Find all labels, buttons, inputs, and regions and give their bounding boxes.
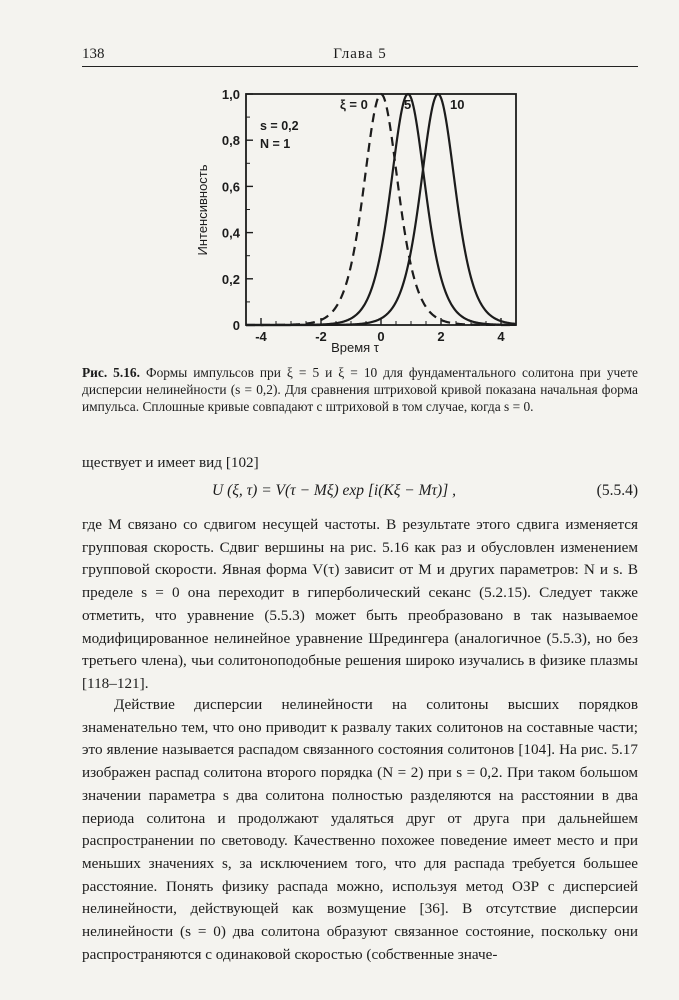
paragraph-2: Действие дисперсии нелинейности на солитоны высших порядков знаменательно тем, что оно приводит к развалу таких солитонов на составные части; это явление называется распадом связанного состояния солитонов [104]. На рис. 5.17 изображен распад солитона второго порядка (N = 2) при s = 0,2. При таком большом значении параметра s два солитона полностью разделяются на расстоянии в два периода солитона и продолжают удаляться друг от друга при дальнейшем распространении по световоду. Качественно похожее поведение имеет место и при меньших значениях s, за исключением того, что для распада требуется большее расстояние. Понять физику распада можно, используя метод ОЗР с дисперсией нелинейности, действующей как возмущение [36]. В отсутствие дисперсии нелинейности (s = 0) два солитона образуют связанное состояние, поскольку они распространяются с одинаковой скоростью (собственные значе- xyxy=(82,696,638,963)
caption-label: Рис. 5.16. xyxy=(82,365,140,380)
y-tick-label: 0,2 xyxy=(221,271,240,287)
line-before-formula: ществует и имеет вид [102] xyxy=(82,454,259,471)
paragraph-1: где M связано со сдвигом несущей частоты. В результате этого сдвига изменяется групповая скорость. Сдвиг вершины на рис. 5.16 как раз и обусловлен изменением групповой скорости. Явная форма V(τ) зависит от M и других параметров: N и s. В пределе s = 0 она переходит в гиперболический секанс (5.2.15). Следует также отметить, что уравнение (5.5.3) может быть преобразовано в так называемое модифицированное нелинейное уравнение Шредингера (аналогичное (5.5.3), но без третьего члена), чьи солитоноподобные решения широко изучались в физике плазмы [118–121]. xyxy=(82,516,638,692)
equation-number: (5.5.4) xyxy=(596,482,638,499)
curve-label-xi0: ξ = 0 xyxy=(340,97,368,112)
x-tick-label: -2 xyxy=(315,329,327,344)
figure-caption xyxy=(82,364,638,415)
x-tick-label: 4 xyxy=(497,329,505,344)
pulse-shape-figure xyxy=(0,0,679,362)
curve-label-10: 10 xyxy=(450,97,465,112)
curve-label-5: 5 xyxy=(404,97,412,112)
equation: U (ξ, τ) = V(τ − Mξ) exp [i(Kξ − Mτ)] , xyxy=(212,482,456,499)
x-tick-label: 2 xyxy=(437,329,445,344)
param-s: s = 0,2 xyxy=(260,119,299,133)
y-tick-label: 0 xyxy=(232,318,240,333)
x-axis-label: Время τ xyxy=(331,340,379,355)
param-n: N = 1 xyxy=(260,137,291,151)
x-tick-label: 0 xyxy=(377,329,385,344)
y-tick-label: 1,0 xyxy=(221,87,240,102)
page-number: 138 xyxy=(82,46,105,62)
y-tick-label: 0,8 xyxy=(221,133,240,149)
y-tick-label: 0,4 xyxy=(221,225,240,241)
caption-text: Формы импульсов при ξ = 5 и ξ = 10 для фундаментального солитона при учете дисперсии нелинейности (s = 0,2). Для сравнения штриховой кривой показана начальная форма импульса. Сплошные кривые совпадают с штриховой в том случае, когда s = 0. xyxy=(82,365,638,414)
x-tick-label: -4 xyxy=(255,329,267,344)
y-tick-label: 0,6 xyxy=(221,179,240,195)
equation-row xyxy=(82,480,638,506)
chapter-title: Глава 5 xyxy=(333,46,387,62)
y-axis-label: Интенсивность xyxy=(195,164,210,256)
